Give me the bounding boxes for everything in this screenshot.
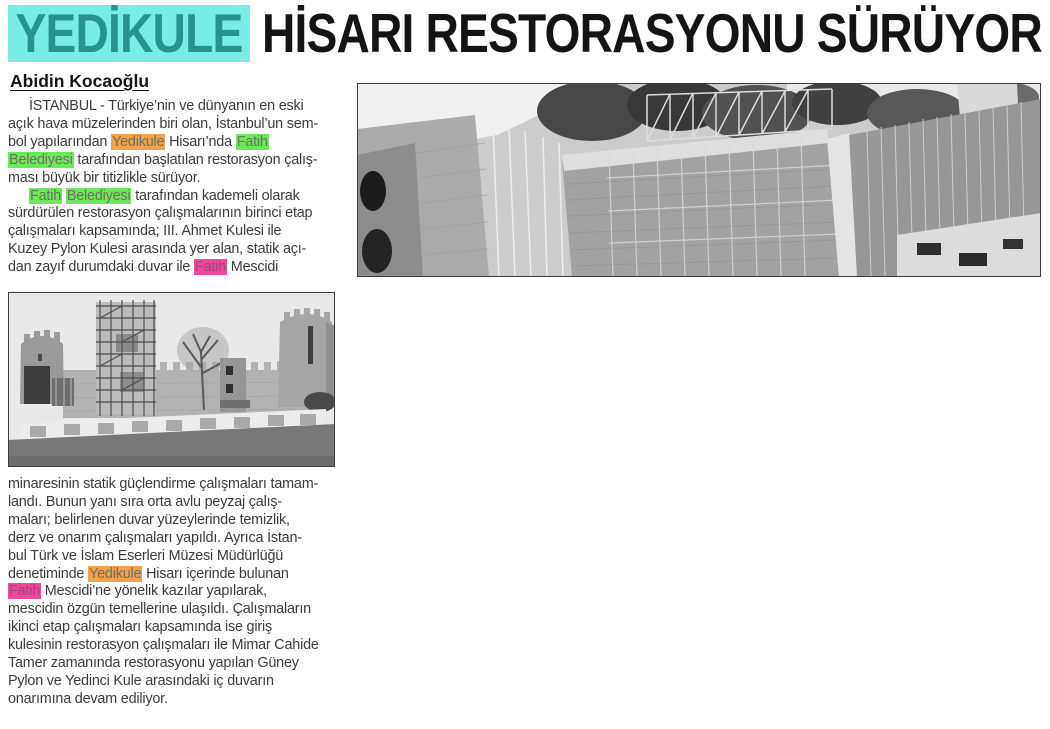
- body-text: maları; belirlenen duvar yüzeylerinde temizlik,: [8, 511, 290, 528]
- text-line: [8, 619, 364, 637]
- central-wall: [562, 129, 840, 277]
- text-line: [8, 116, 364, 134]
- text-line: [8, 476, 364, 494]
- highlighted-text: Fatih: [194, 259, 226, 276]
- highlighted-text: Belediyesi: [66, 187, 131, 204]
- body-text: ikinci etap çalışmaları kapsamında ise giriş: [8, 619, 272, 636]
- text-line: [8, 170, 364, 188]
- text-line: [8, 223, 364, 241]
- right-round-tower: [278, 308, 335, 412]
- photo-aerial-restoration-illustration: [357, 83, 1041, 277]
- body-text: mescidin özgün temellerine ulaşıldı. Çalışmaların: [8, 601, 311, 618]
- text-line: [8, 205, 364, 223]
- body-text: minaresinin statik güçlendirme çalışmaları tamam-: [8, 476, 319, 492]
- headline-highlight-yedikule: YEDİKULE: [8, 5, 250, 62]
- text-line: [8, 548, 364, 566]
- body-text: denetiminde: [8, 565, 89, 582]
- highlighted-text: Belediyesi: [9, 151, 73, 168]
- headline-row: [8, 2, 1042, 64]
- body-text: Hisarı’nda: [165, 133, 236, 150]
- text-line: [8, 566, 364, 584]
- body-text: sürdürülen restorasyon çalışmalarının birinci etap: [8, 205, 313, 222]
- scaffolding-tower: [96, 300, 156, 416]
- body-text: Mescidi’ne yönelik kazılar yapılarak,: [41, 583, 267, 600]
- body-text: bul Türk ve İslam Eserleri Müzesi Müdürlüğü: [8, 547, 284, 564]
- body-text: Kuzey Pylon Kulesi arasında yer alan, statik açı-: [8, 241, 307, 258]
- highlighted-text: Yedikule: [89, 565, 142, 582]
- text-line: [8, 637, 364, 655]
- text-line: [8, 601, 364, 619]
- text-line: [8, 655, 364, 673]
- body-text: Tamer zamanında restorasyonu yapılan Güney: [8, 655, 299, 672]
- byline-author: Abidin Kocaoğlu: [10, 71, 150, 91]
- headline-rest-text: HİSARI RESTORASYONU SÜRÜYOR: [249, 2, 1042, 64]
- text-line: [8, 691, 364, 709]
- text-line: [8, 241, 364, 259]
- highlighted-text: Fatih: [236, 133, 268, 150]
- body-text: onarımına devam ediliyor.: [8, 690, 168, 707]
- body-text: Pylon ve Yedinci Kule arasındaki iç duvarın: [8, 672, 274, 689]
- text-line: [8, 152, 364, 170]
- body-text: derz ve onarım çalışmaları yapıldı. Ayrıca İstan-: [8, 529, 302, 546]
- body-text: İSTANBUL - Türkiye’nin ve dünyanın en eski: [29, 98, 304, 114]
- photo-fortress-ground-view-illustration: [8, 292, 335, 467]
- body-text: Hisarı içerinde bulunan: [142, 565, 289, 582]
- text-line: [8, 512, 364, 530]
- body-text: tarafından başlatılan restorasyon çalış-: [73, 151, 318, 168]
- text-line: [8, 98, 364, 116]
- body-text: açık hava müzelerinden biri olan, İstanbul’un sem-: [8, 115, 318, 132]
- text-line: [8, 494, 364, 512]
- text-line: [8, 134, 364, 152]
- body-text: çalışmaları kapsamında; III. Ahmet Kulesi ile: [8, 223, 282, 240]
- headline: [8, 2, 1050, 64]
- body-text: ması büyük bir titizlikle sürüyor.: [8, 169, 201, 186]
- body-text: Mescidi: [226, 259, 279, 276]
- body-text: bol yapılarından: [8, 133, 112, 150]
- highlighted-text: Fatih: [30, 187, 61, 204]
- left-tower-block: [357, 115, 489, 277]
- body-text: dan zayıf durumdaki duvar ile: [8, 259, 194, 276]
- body-text: tarafından kademeli olarak: [131, 187, 300, 204]
- article-column-upper: [8, 98, 364, 277]
- text-line: [8, 583, 364, 601]
- text-line: [8, 673, 364, 691]
- text-line: [8, 530, 364, 548]
- photo-aerial-restoration: [357, 83, 1041, 277]
- text-line: [8, 259, 364, 277]
- highlighted-text: Yedikule: [112, 133, 165, 150]
- body-text: landı. Bunun yanı sıra orta avlu peyzaj çalış-: [8, 493, 282, 510]
- text-line: [8, 188, 364, 206]
- article-column-lower: [8, 476, 364, 709]
- body-text: kulesinin restorasyon çalışmaları ile Mimar Cahide: [8, 637, 319, 654]
- small-square-tower: [220, 358, 250, 412]
- photo-fortress-ground-view: [8, 292, 335, 467]
- highlighted-text: Fatih: [9, 583, 40, 600]
